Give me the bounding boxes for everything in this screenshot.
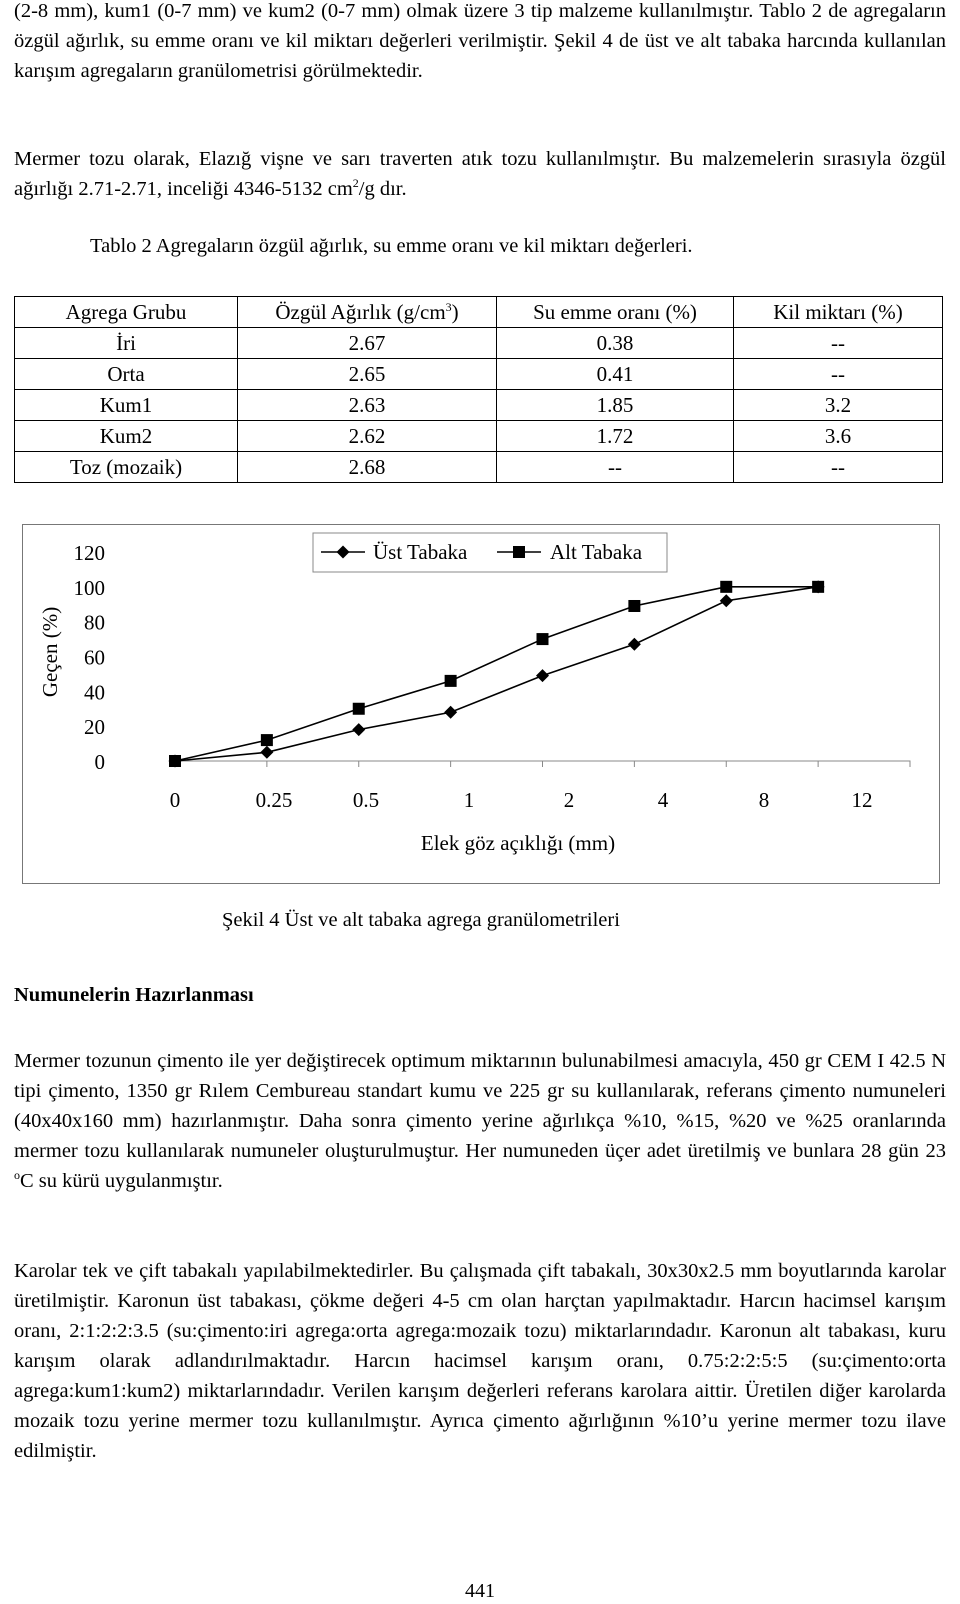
header-ozgul-agirlik: Özgül Ağırlık $(g/cm^3)$ xyxy=(238,297,497,328)
intro-paragraph: (2-8 mm), kum1 (0-7 mm) ve kum2 (0-7 mm) olmak üzere 3 tip malzeme kullanılmıştır. Tablo 2 de agregaların özgül ağırlık, su emme oranı ve kil miktarı değerleri verilmiştir. Şekil 4 de üst ve alt tabaka harcında kullanılan karışım agregaların granülometrisi görülmektedir. xyxy=(14,0,946,82)
table-cell: 1.72 xyxy=(497,421,734,452)
data-point xyxy=(628,600,640,612)
table-cell: -- xyxy=(497,452,734,483)
table-cell: İri xyxy=(15,328,238,359)
table-cell: 0.41 xyxy=(497,359,734,390)
granulometry-figure xyxy=(22,524,940,884)
table-cell: 3.2 xyxy=(734,390,943,421)
figure-caption: Şekil 4 Üst ve alt tabaka agrega granülometrileri xyxy=(222,909,620,931)
data-point xyxy=(720,594,733,607)
x-tick-label: 0.5 xyxy=(352,788,380,812)
table-cell: -- xyxy=(734,452,943,483)
data-point xyxy=(260,746,273,759)
table-cell: Kum1 xyxy=(15,390,238,421)
marble-text-a: Mermer tozu olarak, Elazığ vişne ve sarı traverten atık tozu kullanılmıştır. Bu malzemelerin sırasıyla özgül ağırlığı 2.71-2.71, inceliği 4346-5132 cm xyxy=(14,148,946,200)
table-cell: 1.85 xyxy=(497,390,734,421)
table-caption: Tablo 2 Agregaların özgül ağırlık, su emme oranı ve kil miktarı değerleri. xyxy=(90,235,693,257)
degree-superscript: o xyxy=(14,1168,20,1183)
data-point xyxy=(536,669,549,682)
table-cell: Kum2 xyxy=(15,421,238,452)
aggregate-table xyxy=(14,296,943,483)
marble-text-b: /g dır. xyxy=(358,178,407,200)
data-point xyxy=(261,734,273,746)
legend-label: Üst Tabaka xyxy=(373,540,468,564)
x-axis-label: Elek göz açıklığı (mm) xyxy=(420,831,616,855)
x-tick-label: 0 xyxy=(169,788,181,812)
data-point xyxy=(444,706,457,719)
table-row xyxy=(15,328,943,359)
x-tick-label: 2 xyxy=(563,788,575,812)
x-tick-label: 12 xyxy=(851,788,873,812)
y-tick-label: 80 xyxy=(84,610,105,635)
table-cell: -- xyxy=(734,328,943,359)
data-point xyxy=(352,723,365,736)
y-tick-label: 0 xyxy=(94,750,105,774)
data-point xyxy=(812,581,824,593)
data-point xyxy=(628,638,641,651)
header-su-emme: Su emme oranı (%) xyxy=(497,297,734,328)
x-tick-label: 1 xyxy=(463,788,475,812)
table-cell: 2.68 xyxy=(238,452,497,483)
y-tick-label: 20 xyxy=(84,715,105,740)
section-heading: Numunelerin Hazırlanması xyxy=(14,984,254,1006)
marble-superscript: 2 xyxy=(352,176,359,191)
header-agrega-grubu: Agrega Grubu xyxy=(15,297,238,328)
granulometry-chart xyxy=(23,525,939,883)
header-kil-miktari: Kil miktarı (%) xyxy=(734,297,943,328)
table-cell: Orta xyxy=(15,359,238,390)
table-cell: 2.67 xyxy=(238,328,497,359)
x-tick-label: 0.25 xyxy=(255,788,293,812)
para2-text-a: Mermer tozunun çimento ile yer değiştirecek optimum miktarının bulunabilmesi amacıyla, 450 gr CEM I 42.5 N tipi çimento, 1350 gr Rılem Cembureau standart kumu ve 225 gr su kullanılarak, referans çimento numuneleri (40x40x160 mm) hazırlanmıştır. Daha sonra çimento yerine ağırlıkça %10, %15, %20 ve %25 oranlarında mermer tozu kullanılarak numuneler oluşturulmuştur. Her numuneden üçer adet üretilmiş ve bunlara 28 gün 23 xyxy=(14,1050,946,1162)
sample-preparation-paragraph xyxy=(14,1046,946,1196)
data-point xyxy=(353,703,365,715)
data-point xyxy=(169,755,181,767)
y-tick-label: 40 xyxy=(84,680,105,705)
table-row xyxy=(15,390,943,421)
table-row xyxy=(15,421,943,452)
legend-marker xyxy=(513,546,525,558)
y-axis-label: Geçen (%) xyxy=(38,606,62,698)
tile-production-paragraph: Karolar tek ve çift tabakalı yapılabilmektedirler. Bu çalışmada çift tabakalı, 30x30x2.5 mm boyutlarında karolar üretilmiştir. Karonun üst tabakası, çökme değeri 4-5 cm olan harçtan yapılmaktadır. Harcın hacimsel karışım oranı, 2:1:2:2:3.5 (su:çimento:iri agrega:orta agrega:mozaik tozu) miktarlarındadır. Karonun alt tabakası, kuru karışım olarak adlandırılmaktadır. Harcın hacimsel karışım oranı, 0.75:2:2:5:5 (su:çimento:orta agrega:kum1:kum2) miktarlarındadır. Verilen karışım değerleri referans karolara aittir. Üretilen diğer karolarda mozaik tozu yerine mermer tozu kullanılmıştır. Ayrıca çimento ağırlığının %10’u yerine mermer tozu ilave edilmiştir. xyxy=(14,1260,946,1462)
marble-powder-paragraph xyxy=(14,144,946,204)
page-number: 441 xyxy=(465,1580,495,1602)
table-cell: 2.62 xyxy=(238,421,497,452)
data-point xyxy=(537,633,549,645)
table-row xyxy=(15,452,943,483)
para2-text-b: C su kürü uygulanmıştır. xyxy=(20,1170,223,1192)
table-cell: 3.6 xyxy=(734,421,943,452)
table-row xyxy=(15,359,943,390)
y-tick-label: 60 xyxy=(84,645,105,670)
table-cell: 2.63 xyxy=(238,390,497,421)
table-cell: 0.38 xyxy=(497,328,734,359)
table-header-row xyxy=(15,297,943,328)
y-tick-label: 120 xyxy=(73,541,105,565)
table-cell: -- xyxy=(734,359,943,390)
data-point xyxy=(445,675,457,687)
table-cell: Toz (mozaik) xyxy=(15,452,238,483)
x-tick-label: 4 xyxy=(657,788,669,812)
x-tick-label: 8 xyxy=(758,788,770,812)
legend-label: Alt Tabaka xyxy=(550,540,643,564)
table-cell: 2.65 xyxy=(238,359,497,390)
data-point xyxy=(720,581,732,593)
y-tick-label: 100 xyxy=(73,575,105,600)
